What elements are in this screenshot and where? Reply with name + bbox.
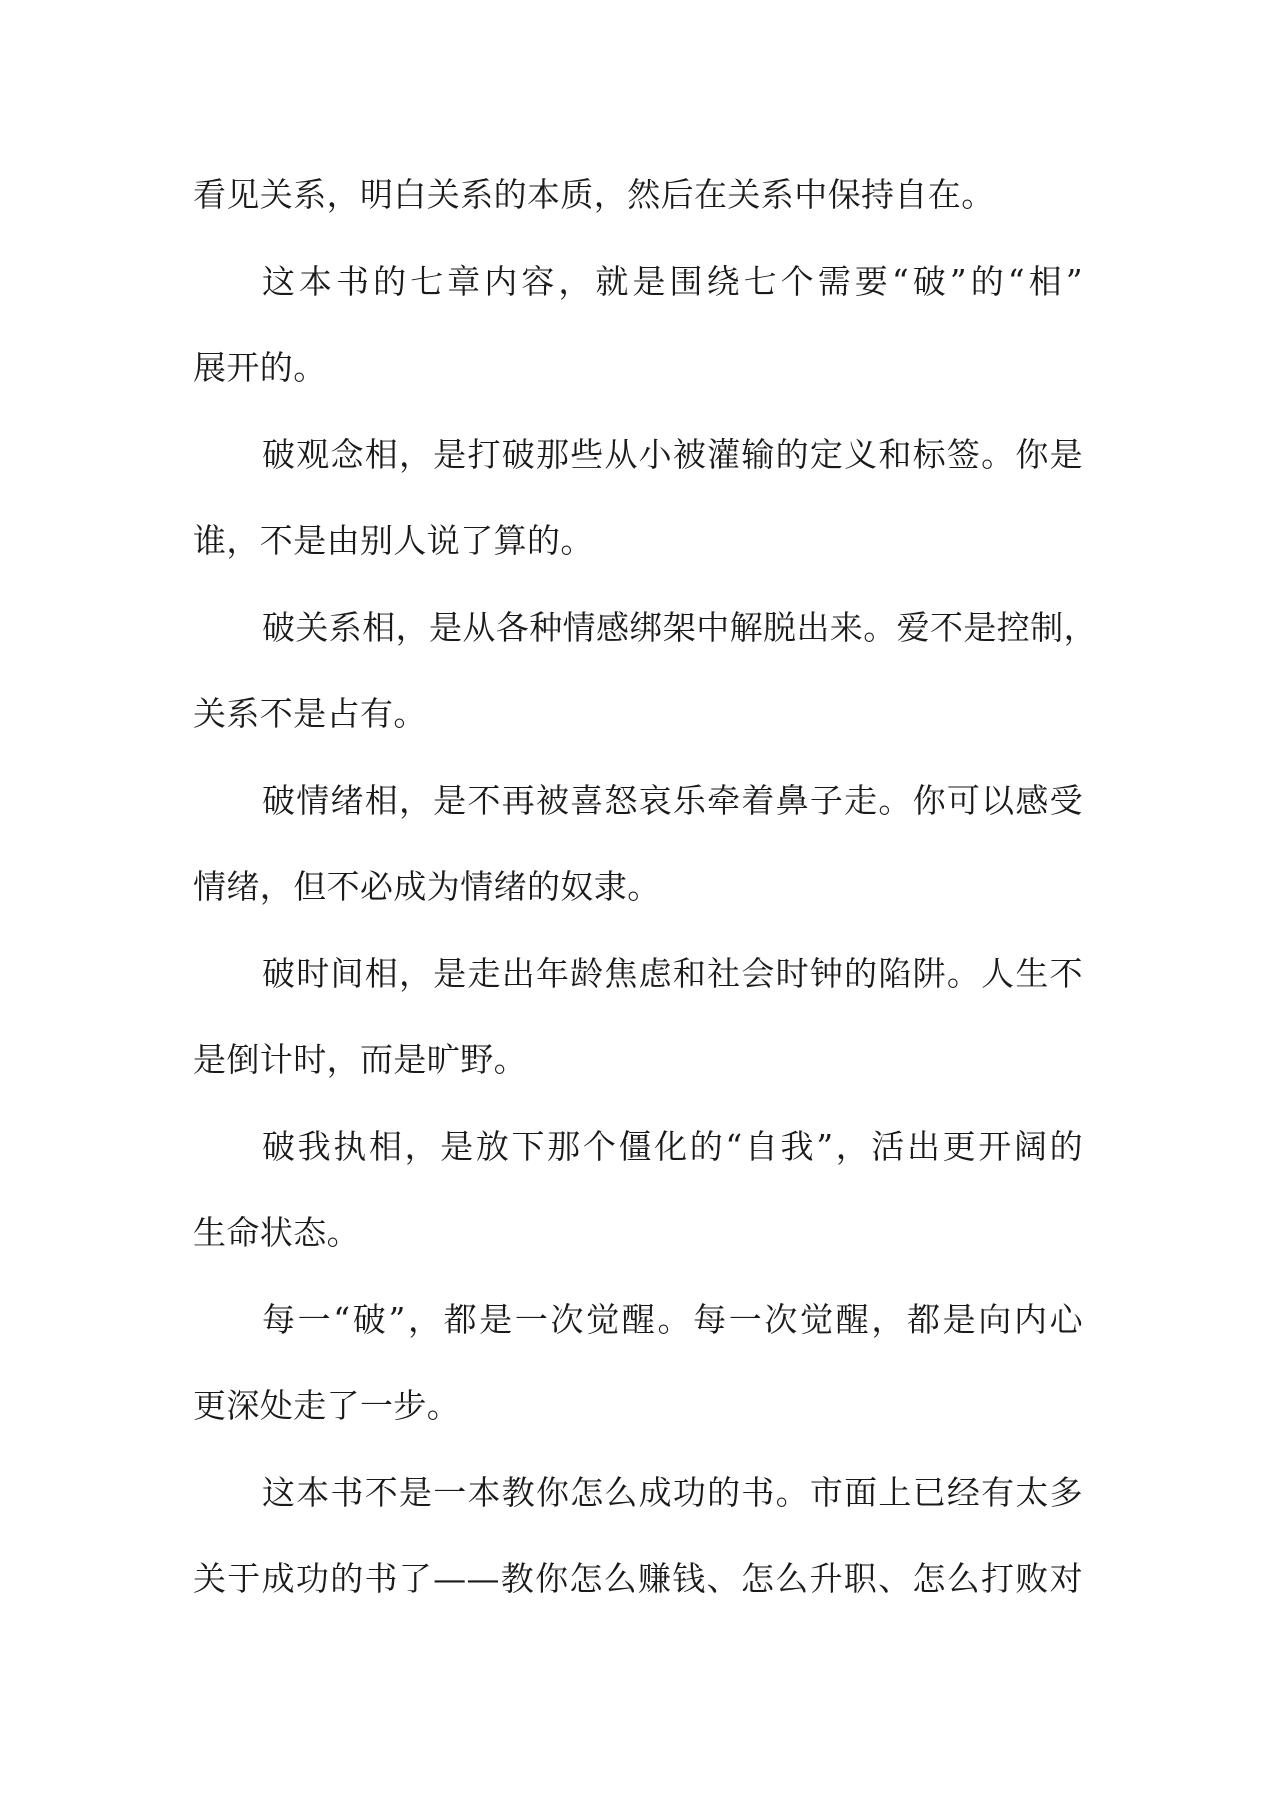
- text-line: 展开的。: [193, 348, 327, 387]
- text-line: 是倒计时，而是旷野。: [193, 1040, 527, 1079]
- text-line: 情绪，但不必成为情绪的奴隶。: [193, 867, 661, 906]
- text-line: 谁，不是由别人说了算的。: [193, 521, 594, 560]
- text-line: 看见关系，明白关系的本质，然后在关系中保持自在。: [193, 175, 995, 214]
- text-line: 关于成功的书了——教你怎么赚钱、怎么升职、怎么打败对: [193, 1559, 1083, 1598]
- paragraph-first-line: 破我执相，是放下那个僵化的“自我”，活出更开阔的: [262, 1126, 1083, 1166]
- text-line: 关系不是占有。: [193, 694, 427, 733]
- paragraph-first-line: 每一“破”，都是一次觉醒。每一次觉醒，都是向内心: [262, 1299, 1083, 1339]
- text-line: 生命状态。: [193, 1213, 360, 1252]
- paragraph-first-line: 破情绪相，是不再被喜怒哀乐牵着鼻子走。你可以感受: [262, 780, 1083, 820]
- paragraph-first-line: 破时间相，是走出年龄焦虑和社会时钟的陷阱。人生不: [262, 953, 1083, 993]
- text-line: 更深处走了一步。: [193, 1386, 461, 1425]
- paragraph-first-line: 破观念相，是打破那些从小被灌输的定义和标签。你是: [262, 434, 1083, 474]
- paragraph-first-line: 破关系相，是从各种情感绑架中解脱出来。爱不是控制，: [262, 607, 1097, 647]
- paragraph-first-line: 这本书的七章内容，就是围绕七个需要“破”的“相”: [262, 261, 1083, 301]
- paragraph-first-line: 这本书不是一本教你怎么成功的书。市面上已经有太多: [262, 1472, 1083, 1512]
- body-text: [193, 162, 1097, 1633]
